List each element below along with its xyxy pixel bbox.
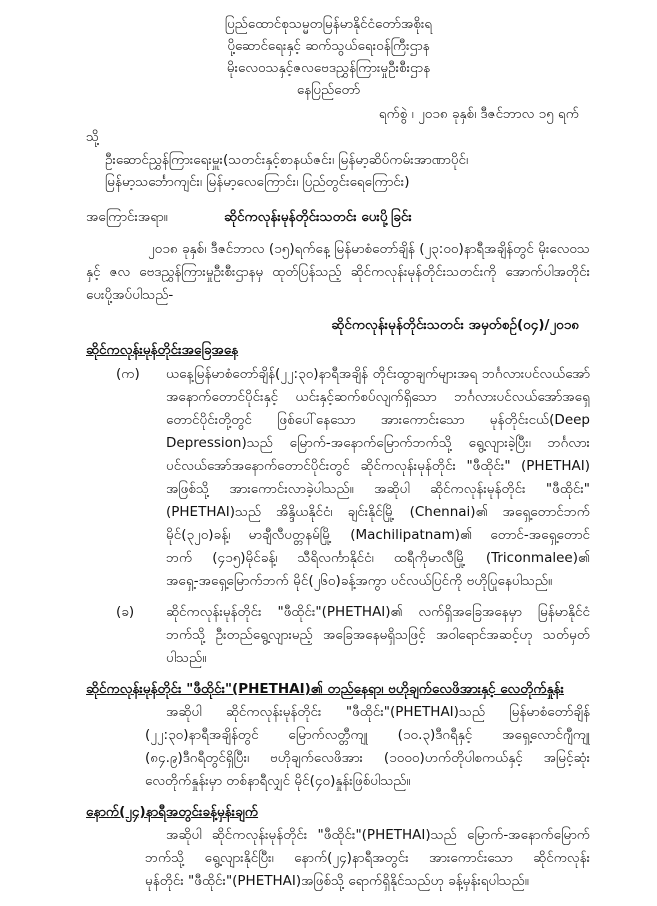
item-k-line-1: ယနေ့မြန်မာစံတော်ချိန်(၂၂:၃၀)နာရီအချိန် တိုင်းထွာချက်များအရ ဘင်္ဂလားပင်လယ်အော် xyxy=(166,366,590,382)
item-k-line-2: အနောက်တောင်ပိုင်းနှင့် ယင်းနှင့်ဆက်စပ်လျက်ရှိသော ဘင်္ဂလားပင်လယ်အော်အရှေ့ xyxy=(166,389,590,405)
section-2-line-3: (၈၄.၉)ဒီဂရီတွင်ရှိပြီး၊ ဗဟိုချက်လေဖိအား (၁၀၀၀)ဟက်တိုပါစကယ်နှင့် အမြင့်ဆုံး xyxy=(145,750,590,766)
item-k-label: (က) xyxy=(116,366,140,382)
item-kh-line-3: ပါသည်။ xyxy=(166,650,207,666)
item-k-line-10: အရှေ့-အရှေ့မြောက်ဘက် မိုင်(၂၆၀)ခန့်အကွာ ပင်လယ်ပြင်ကို ဗဟိုပြုနေပါသည်။ xyxy=(166,573,553,589)
section-3-line-3: မုန်တိုင်း "ဖီထိုင်း"(PHETHAI)အဖြစ်သို့ ရောက်ရှိနိုင်သည်ဟု ခန့်မှန်းရပါသည်။ xyxy=(145,873,529,889)
recipient-line-2: မြန်မာ့သင်္ဘောကျင်း၊ မြန်မာ့လေကြောင်း၊ ပြည်တွင်းရေကြောင်း) xyxy=(105,174,410,190)
section-2-line-4: လေတိုက်နှုန်းမှာ တစ်နာရီလျှင် မိုင်(၄၀)နှုန်းဖြစ်ပါသည်။ xyxy=(145,773,411,789)
recipient-to: သို့ xyxy=(86,129,100,145)
document-date: ရက်စွဲ ၊ ၂၀၁၈ ခုနှစ်၊ ဒီဇင်ဘာလ ၁၅ ရက် xyxy=(378,106,579,122)
section-2-line-1: အဆိုပါ ဆိုင်ကလုန်းမုန်တိုင်း "ဖီထိုင်း"(PHETHAI)သည် မြန်မာစံတော်ချိန် xyxy=(166,704,590,720)
header-department: မိုးလေဝသနှင့်ဇလဗေဒညွှန်ကြားမှုဦးစီးဌာန xyxy=(226,60,431,76)
item-k-line-3: တောင်ပိုင်းတို့တွင် ဖြစ်ပေါ်နေသော အားကောင်းသော မုန်တိုင်းငယ်(Deep xyxy=(166,412,590,428)
section-2-line-2: (၂၂:၃၀)နာရီအချိန်တွင် မြောက်လတ္တီကျု (၁၀.၃)ဒီဂရီနှင့် အရှေ့လောင်ဂျီကျု xyxy=(145,727,590,743)
item-k-line-9: ဘက် (၄၁၅)မိုင်ခန့်၊ သီရိလင်္ကာနိုင်ငံ၊ ထရီကိုမာလီမြို့ (Triconmalee)၏ xyxy=(166,550,590,566)
header-ministry: ပို့ဆောင်ရေးနှင့် ဆက်သွယ်ရေးဝန်ကြီးဌာန xyxy=(227,38,430,54)
item-k-line-7: (PHETHAI)သည် အိန္ဒိယနိုင်ငံ၊ ချင်းနိုင်မြို့ (Chennai)၏ အရှေ့တောင်ဘက် xyxy=(166,504,590,520)
section-3-line-1: အဆိုပါ ဆိုင်ကလုန်းမုန်တိုင်း "ဖီထိုင်း"(PHETHAI)သည် မြောက်-အနောက်မြောက် xyxy=(166,827,590,843)
section-2-heading: ဆိုင်ကလုန်းမုန်တိုင်း "ဖီထိုင်း"(PHETHAI)၏ တည်နေရာ၊ ဗဟိုချက်လေဖိအားနှင့် လေတိုက်နှုန်း xyxy=(86,681,564,697)
intro-line-3: ပေးပို့အပ်ပါသည်- xyxy=(86,287,174,303)
item-kh-line-1: ဆိုင်ကလုန်းမုန်တိုင်း "ဖီထိုင်း"(PHETHAI)၏ လက်ရှိအခြေအနေမှာ မြန်မာနိုင်ငံ xyxy=(166,604,590,620)
intro-line-2: နှင့် ဇလ ဗေဒညွှန်ကြားမှုဦးစီးဌာနမှ ထုတ်ပြန်သည့် ဆိုင်ကလုန်းမုန်တိုင်းသတင်းကို အောက်ပါအတိုင်း xyxy=(86,264,590,280)
item-kh-line-2: ဘက်သို့ ဦးတည်ရွေ့လျားမည့် အခြေအနေမရှိသဖြင့် အဝါရောင်အဆင့်ဟု သတ်မှတ် xyxy=(166,627,590,643)
section-1-heading: ဆိုင်ကလုန်းမုန်တိုင်းအခြေအနေ xyxy=(86,342,239,358)
recipient-line-1: ဦးဆောင်ညွှန်ကြားရေးမှူး(သတင်းနှင့်စာနယ်ဇင်း၊ မြန်မာ့ဆိပ်ကမ်းအာဏာပိုင်၊ xyxy=(105,152,469,168)
section-3-line-2: ဘက်သို့ ရွေ့လျားနိုင်ပြီး၊ နောက်(၂၄)နာရီအတွင်း အားကောင်းသော ဆိုင်ကလုန်း xyxy=(145,850,590,866)
section-3-heading: နောက်(၂၄)နာရီအတွင်းခန့်မှန်းချက် xyxy=(86,804,259,820)
intro-line-1: ၂၀၁၈ ခုနှစ်၊ ဒီဇင်ဘာလ (၁၅)ရက်နေ့ မြန်မာစံတော်ချိန် (၂၃:၀၀)နာရီအချိန်တွင် မိုးလေဝသ xyxy=(148,241,590,257)
header-government: ပြည်ထောင်စုသမ္မတမြန်မာနိုင်ငံတော်အစိုးရ xyxy=(224,16,433,32)
item-k-line-8: မိုင်(၃၂၀)ခန့်၊ မာချီလီပတ္တနမ်မြို့ (Machilipatnam)၏ တောင်-အရှေ့တောင် xyxy=(166,527,590,543)
item-k-line-5: ပင်လယ်အော်အနောက်တောင်ပိုင်းတွင် ဆိုင်ကလုန်းမုန်တိုင်း "ဖီထိုင်း" (PHETHAI) xyxy=(166,458,590,474)
item-k-line-6: အဖြစ်သို့ အားကောင်းလာခဲ့ပါသည်။ အဆိုပါ ဆိုင်ကလုန်းမုန်တိုင်း "ဖီထိုင်း" xyxy=(166,481,590,497)
subject-text: ဆိုင်ကလုန်းမုန်တိုင်းသတင်း ပေးပို့ခြင်း xyxy=(224,209,412,225)
item-k-line-4: Depression)သည် မြောက်-အနောက်မြောက်ဘက်သို့ ရွေ့လျားခဲ့ပြီး၊ ဘင်္ဂလား xyxy=(166,435,590,451)
bulletin-number: ဆိုင်ကလုန်းမုန်တိုင်းသတင်း အမှတ်စဉ်(၀၄)/၂၀၁၈ xyxy=(331,317,579,333)
subject-label: အကြောင်းအရာ။ xyxy=(86,209,168,225)
header-city: နေပြည်တော် xyxy=(296,82,361,98)
item-kh-label: (ခ) xyxy=(116,604,135,620)
